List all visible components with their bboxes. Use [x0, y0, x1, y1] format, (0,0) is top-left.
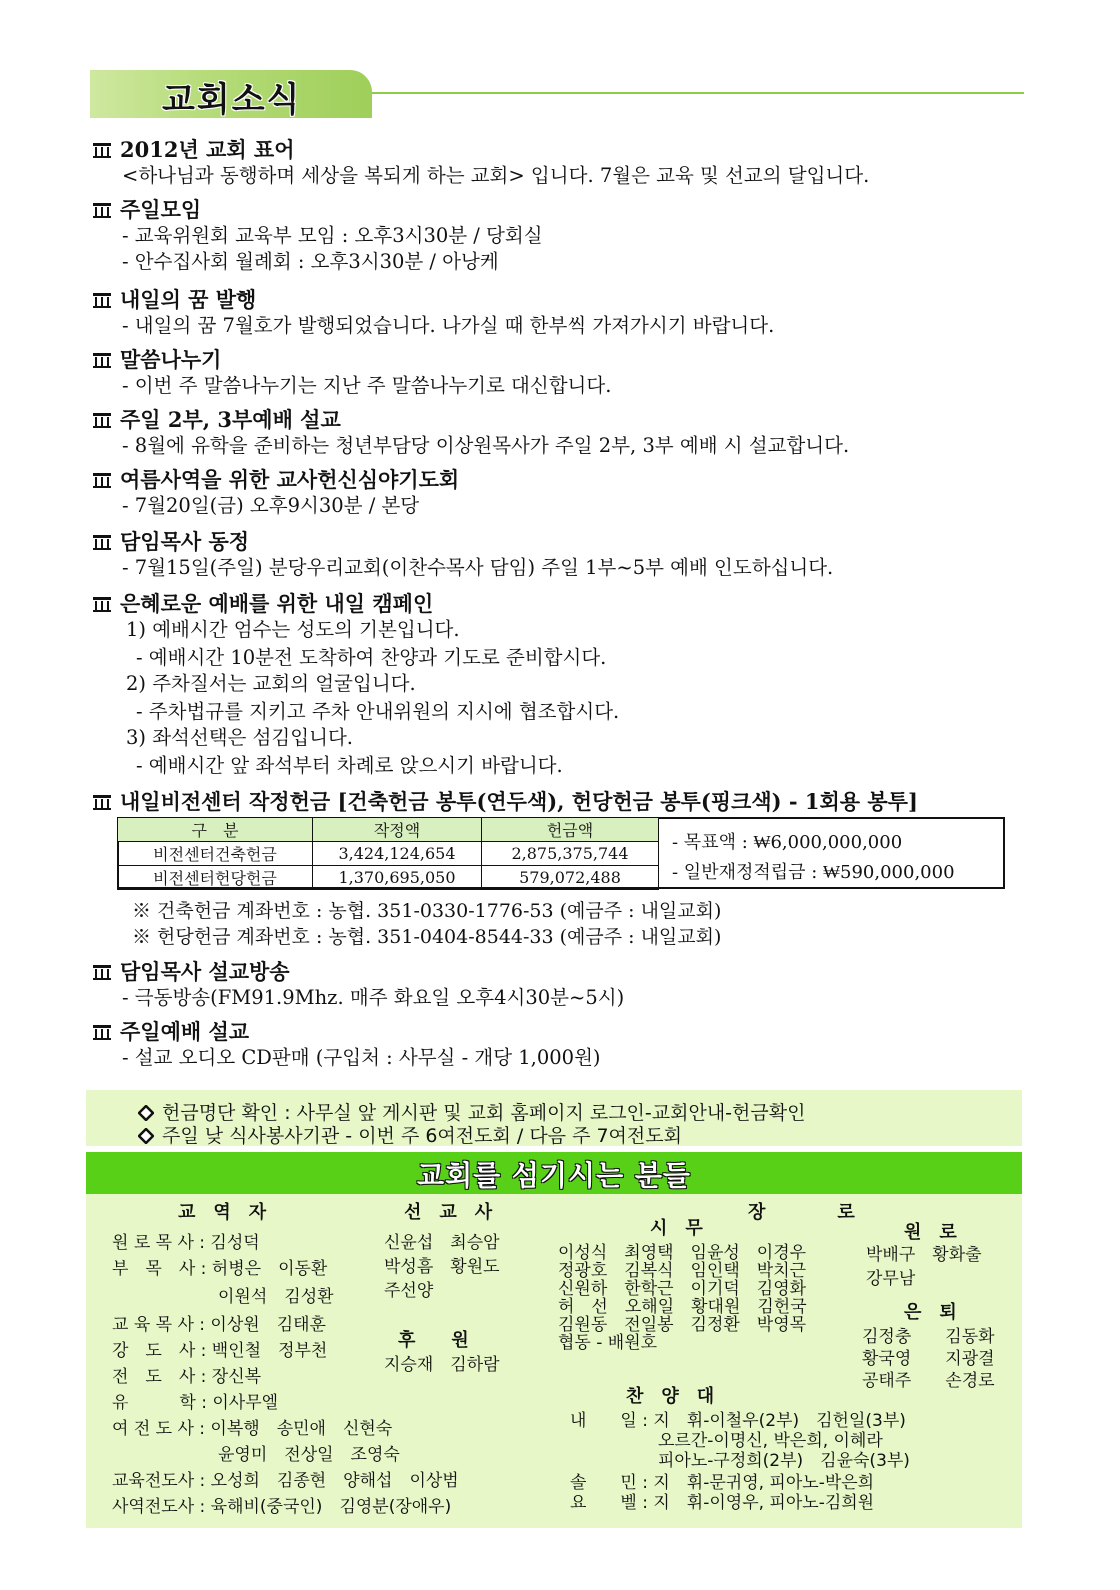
section-title: 2012년 교회 표어	[120, 137, 295, 162]
staff-line: 강무남	[866, 1269, 916, 1289]
table-header: 헌금액	[482, 818, 659, 842]
bullet-icon	[92, 793, 112, 811]
choir-heading: 찬 양 대	[626, 1386, 715, 1407]
staff-line: 전 도 사 : 장신복	[112, 1367, 262, 1387]
staff-line: 박배구 황화출	[866, 1245, 982, 1265]
table-cell: 3,424,124,654	[313, 842, 482, 866]
section-line: 3) 좌석선택은 섬김입니다.	[126, 726, 353, 749]
section-title: 은혜로운 예배를 위한 내일 캠페인	[120, 591, 434, 616]
section-line: - 극동방송(FM91.9Mhz. 매주 화요일 오후4시30분~5시)	[122, 986, 625, 1009]
staff-line: 교 육 목 사 : 이상원 김태훈	[112, 1315, 326, 1335]
staff-line: 피아노-구정희(2부) 김윤숙(3부)	[658, 1451, 910, 1471]
section-line: - 7월15일(주일) 분당우리교회(이찬수목사 담임) 주일 1부~5부 예배 인도하십니다.	[122, 556, 834, 579]
account-dedication: ※ 헌당헌금 계좌번호 : 농협. 351-0404-8544-33 (예금주 : 내일교회)	[132, 926, 722, 948]
section-line: - 7월20일(금) 오후9시30분 / 본당	[122, 494, 420, 517]
bullet-icon	[92, 141, 112, 159]
section-line: 1) 예배시간 엄수는 성도의 기본입니다.	[126, 618, 460, 641]
bullet-icon	[92, 533, 112, 551]
elders-heading: 장 로	[748, 1202, 855, 1223]
section-title: 내일의 꿈 발행	[120, 287, 257, 312]
bullet-icon	[92, 595, 112, 613]
supporters-heading: 후 원	[398, 1330, 469, 1351]
page-title: 교회소식	[162, 80, 302, 120]
staff-line: 오르간-이명신, 박은희, 이혜라	[658, 1431, 883, 1451]
bullet-icon	[92, 963, 112, 981]
staff-line: 박성흠 황원도	[384, 1257, 500, 1277]
retired-heading: 은 퇴	[904, 1302, 957, 1323]
table-cell: 579,072,488	[482, 866, 659, 890]
table-header: 작정액	[313, 818, 482, 842]
staff-line: 원 로 목 사 : 김성덕	[112, 1233, 260, 1253]
section-line: - 이번 주 말씀나누기는 지난 주 말씀나누기로 대신합니다.	[122, 374, 612, 397]
staff-line: 김원동 전일봉 김정환 박영목	[558, 1315, 807, 1335]
emeritus-heading: 원 로	[904, 1222, 957, 1243]
staff-line: 여 전 도 사 : 이복행 송민애 신현숙	[112, 1419, 393, 1439]
table-cell: 2,875,375,744	[482, 842, 659, 866]
section-line: - 안수집사회 월례회 : 오후3시30분 / 아낭케	[122, 250, 499, 273]
staff-line: 정광호 김복식 임인택 박치근	[558, 1261, 807, 1281]
staff-line: 황국영 지광결	[862, 1349, 995, 1369]
section-line: 2) 주차질서는 교회의 얼굴입니다.	[126, 672, 416, 695]
staff-line: 신윤섭 최승암	[384, 1233, 500, 1253]
staff-line: 허 선 오해일 황대원 김헌국	[558, 1297, 807, 1317]
table-cell: 1,370,695,050	[313, 866, 482, 890]
header-rule	[372, 92, 1024, 94]
staff-title: 교회를 섬기시는 분들	[417, 1159, 691, 1192]
ministers-heading: 교 역 자	[178, 1202, 267, 1223]
staff-line: 솔 민 : 지 휘-문귀영, 피아노-박은희	[570, 1473, 875, 1493]
bullet-icon	[92, 201, 112, 219]
section-line: - 8월에 유학을 준비하는 청년부담당 이상원목사가 주일 2부, 3부 예배 시 설교합니다.	[122, 434, 850, 457]
bullet-icon	[92, 471, 112, 489]
section-line: - 내일의 꿈 7월호가 발행되었습니다. 나가실 때 한부씩 가져가시기 바랍니다.	[122, 314, 775, 337]
staff-line: 유 학 : 이사무엘	[112, 1393, 279, 1413]
section-title: 여름사역을 위한 교사헌신심야기도회	[120, 467, 460, 492]
missionary-heading: 선 교 사	[404, 1202, 493, 1223]
section-title: 담임목사 설교방송	[120, 959, 290, 984]
staff-line: 요 벨 : 지 휘-이영우, 피아노-김희원	[570, 1493, 875, 1513]
staff-line: 내 일 : 지 휘-이철우(2부) 김헌일(3부)	[570, 1411, 906, 1431]
section-line: - 예배시간 10분전 도착하여 찬양과 기도로 준비합시다.	[136, 646, 607, 669]
staff-line: 주선양	[384, 1281, 434, 1301]
section-line: <하나님과 동행하며 세상을 복되게 하는 교회> 입니다. 7월은 교육 및 선교의 달입니다.	[122, 164, 870, 187]
reserve-amount: - 일반재정적립금 : ₩590,000,000	[672, 862, 955, 883]
section-title: 말씀나누기	[120, 347, 222, 372]
active-elders-heading: 시 무	[650, 1218, 703, 1239]
bullet-icon	[92, 1023, 112, 1041]
staff-line: 공태주 손경로	[862, 1371, 995, 1391]
section-title: 주일예배 설교	[120, 1019, 250, 1044]
pledge-table	[117, 817, 659, 890]
diamond-icon	[138, 1128, 154, 1144]
supporters-names: 지승재 김하람	[384, 1355, 500, 1375]
target-amount: - 목표액 : ₩6,000,000,000	[672, 832, 903, 853]
staff-line: 윤영미 전상일 조영숙	[218, 1445, 400, 1465]
section-heading	[92, 786, 918, 816]
section-line: - 교육위원회 교육부 모임 : 오후3시30분 / 당회실	[122, 224, 543, 247]
section-line: - 주차법규를 지키고 주차 안내위원의 지시에 협조합시다.	[136, 700, 620, 723]
staff-line: 이성식 최영택 임윤성 이경우	[558, 1243, 807, 1263]
staff-line: 신원하 한학근 이기덕 김영화	[558, 1279, 807, 1299]
bullet-icon	[92, 351, 112, 369]
bullet-icon	[92, 291, 112, 309]
section-title: 담임목사 동정	[120, 529, 250, 554]
notice-item: 헌금명단 확인 : 사무실 앞 게시판 및 교회 홈페이지 로그인-교회안내-헌금확인	[138, 1098, 805, 1125]
table-header: 구 분	[118, 818, 313, 842]
staff-line: 강 도 사 : 백인철 정부천	[112, 1341, 328, 1361]
section-title: 주일모임	[120, 197, 202, 222]
notice-item: 주일 낮 식사봉사기관 - 이번 주 6여전도회 / 다음 주 7여전도회	[138, 1121, 682, 1148]
section-line: - 설교 오디오 CD판매 (구입처 : 사무실 - 개당 1,000원)	[122, 1046, 601, 1069]
diamond-icon	[138, 1105, 154, 1121]
table-cell: 비전센터건축헌금	[118, 842, 313, 866]
account-building: ※ 건축헌금 계좌번호 : 농협. 351-0330-1776-53 (예금주 : 내일교회)	[132, 900, 722, 922]
staff-line: 이원석 김성환	[218, 1287, 334, 1307]
staff-line: 김정충 김동화	[862, 1327, 995, 1347]
bullet-icon	[92, 411, 112, 429]
staff-line: 사역전도사 : 육해비(중국인) 김영분(장애우)	[112, 1497, 452, 1517]
staff-line: 협동 - 배원호	[558, 1333, 658, 1353]
table-cell: 비전센터헌당헌금	[118, 866, 313, 890]
staff-line: 교육전도사 : 오성희 김종현 양해섭 이상범	[112, 1471, 459, 1491]
staff-line: 부 목 사 : 허병은 이동환	[112, 1259, 328, 1279]
section-title: 내일비전센터 작정헌금 [건축헌금 봉투(연두색), 헌당헌금 봉투(핑크색) - 1회용 봉투]	[120, 789, 918, 814]
section-title: 주일 2부, 3부예배 설교	[120, 407, 341, 432]
section-line: - 예배시간 앞 좌석부터 차례로 앉으시기 바랍니다.	[136, 754, 563, 777]
